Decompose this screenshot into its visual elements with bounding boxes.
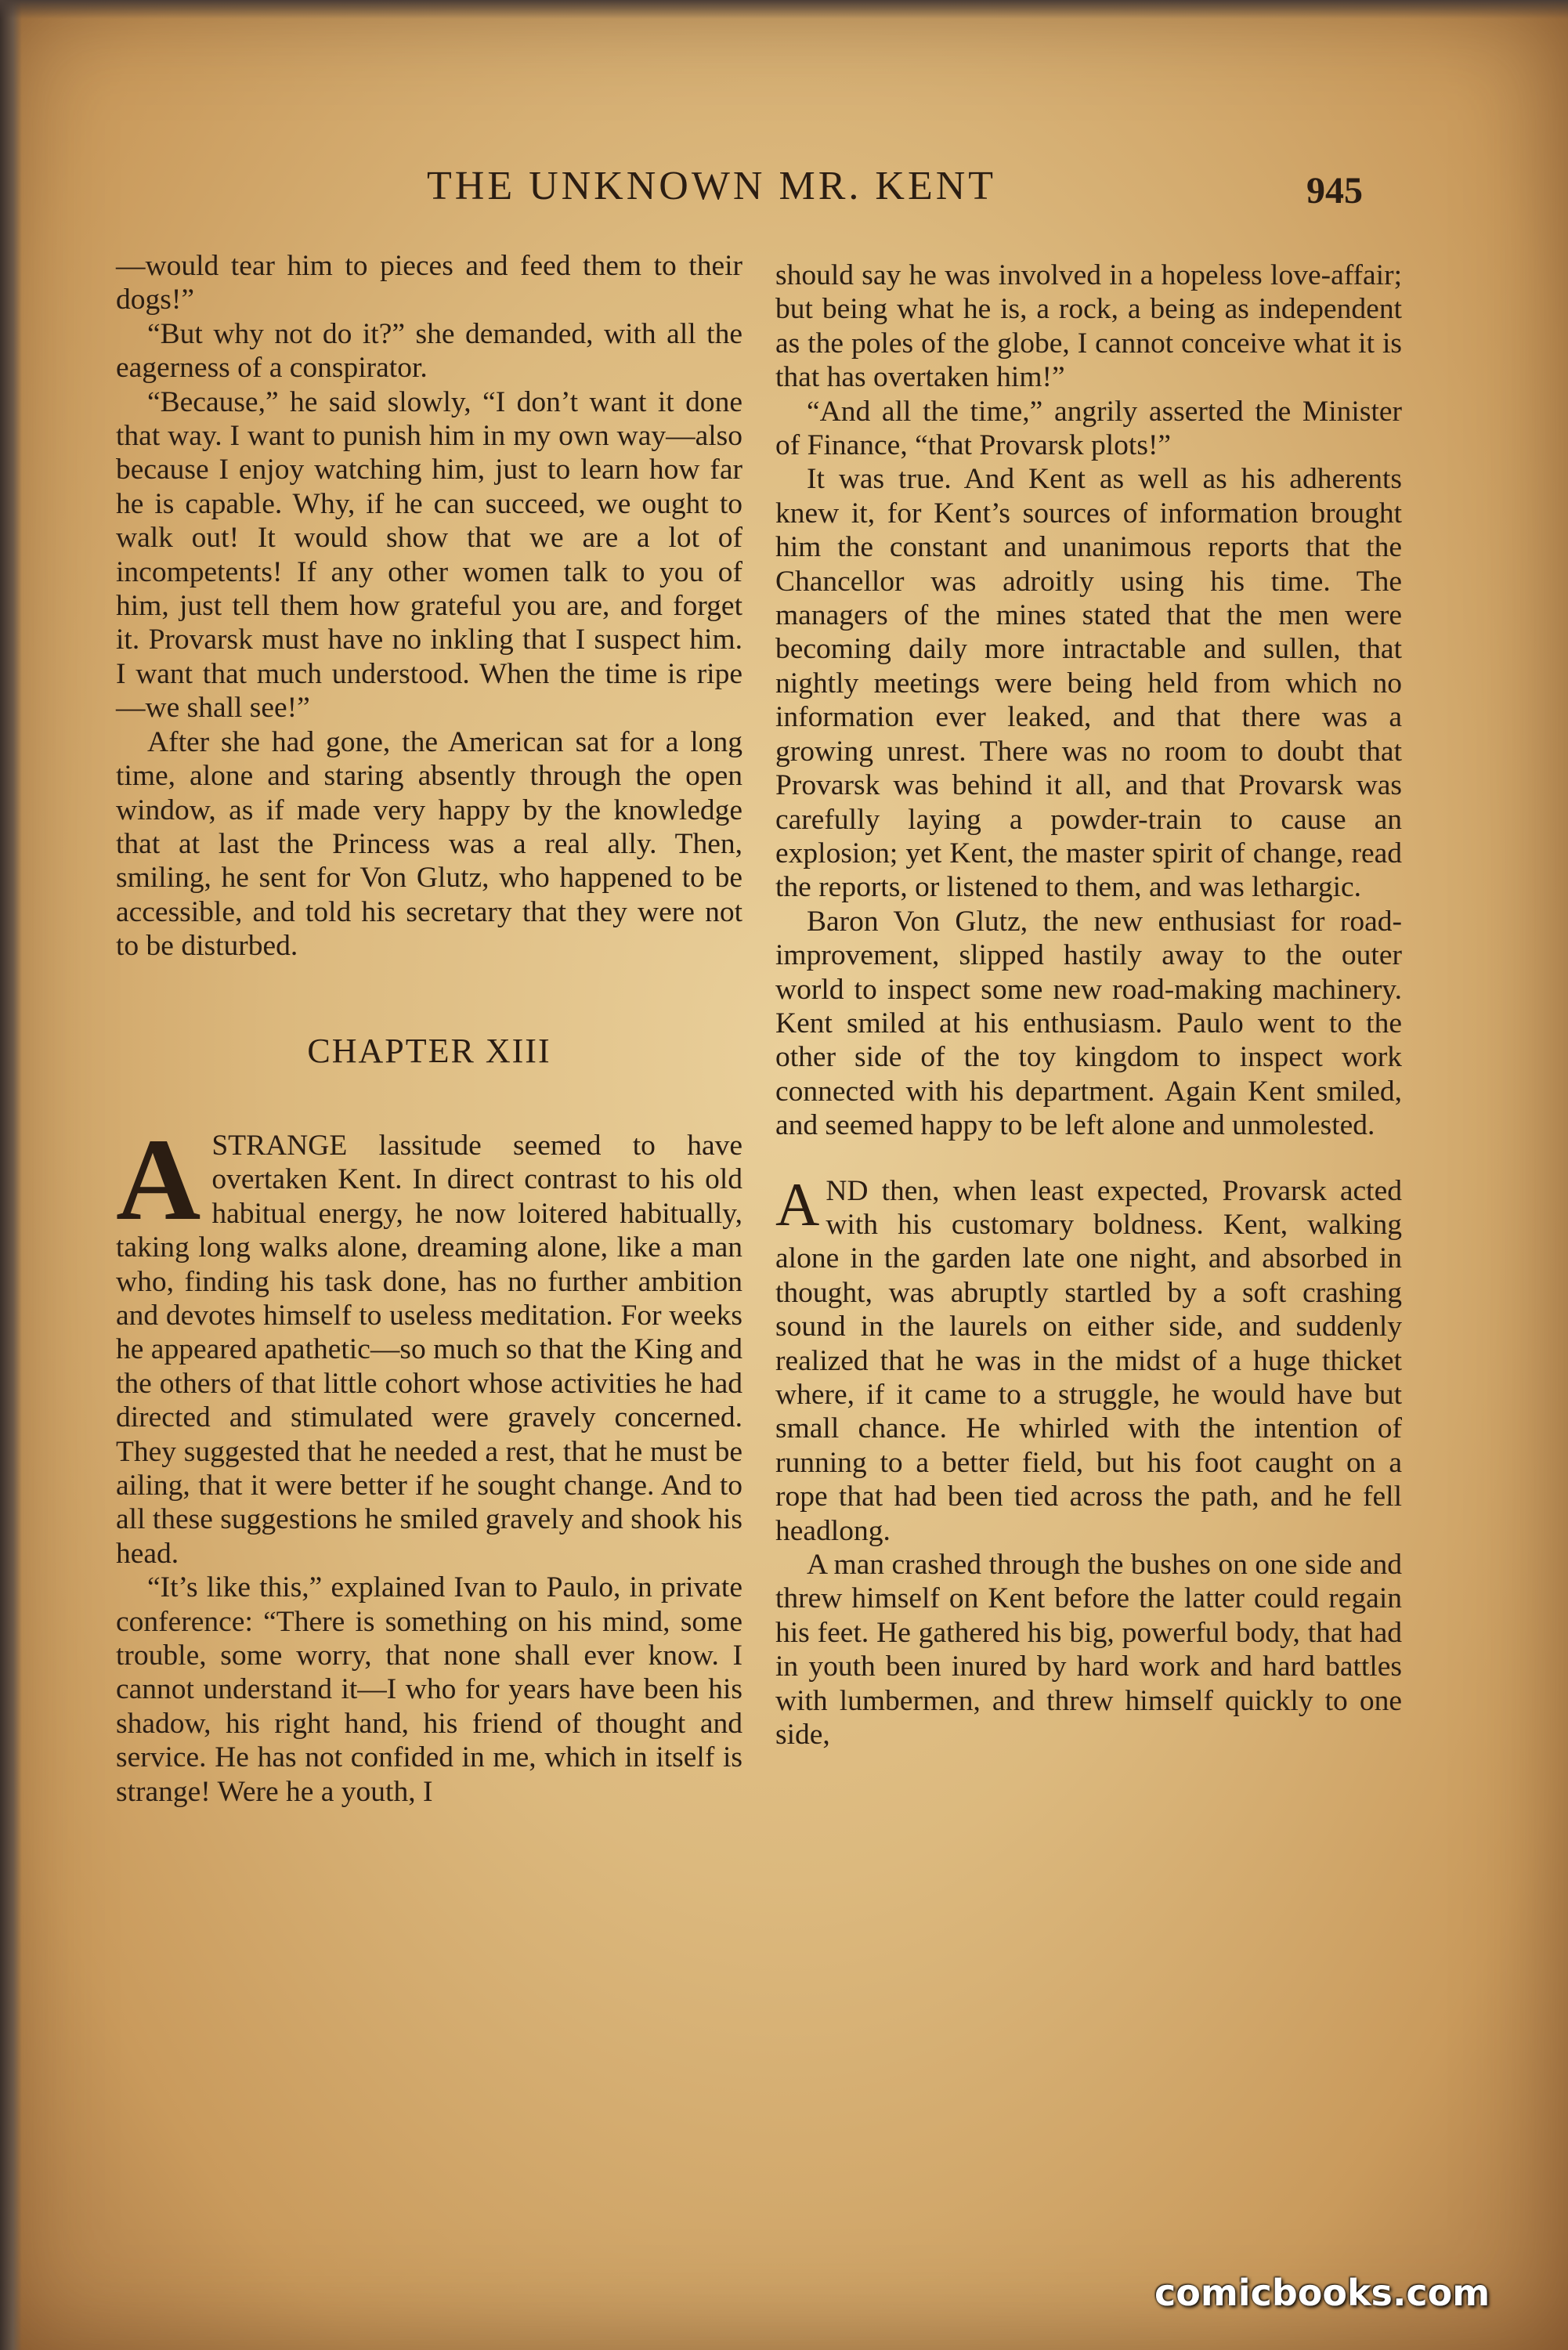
left-column xyxy=(116,249,742,1809)
paragraph: “Because,” he said slowly, “I don’t want it done that way. I want to punish him in my own way—also because I enjoy watching him, just to learn how far he is capable. Why, if he can succeed, we ought to walk out! It would show that we are a lot of incompetents! If any other women talk to you of him, just tell them how grateful you are, and forget it. Provarsk must have no inkling that I suspect him. I want that much understood. When the time is ripe—we shall see!” xyxy=(116,385,742,725)
paragraph: should say he was involved in a hopeless love-affair; but being what he is, a rock, a being as independent as the poles of the globe, I cannot conceive what it is that has overtaken him!” xyxy=(775,259,1402,394)
paragraph: After she had gone, the American sat for a long time, alone and staring absently through the open window, as if made very happy by the knowledge that at last the Princess was a real ally. Then, smiling, he sent for Von Glutz, who happened to be accessible, and told his secretary that they were not to be disturbed. xyxy=(116,725,742,963)
right-column xyxy=(775,258,1402,1752)
paragraph: “It’s like this,” explained Ivan to Paulo, in private conference: “There is something on his mind, some trouble, some worry, that none shall ever know. I cannot understand it—I who for years have been his shadow, his right hand, his friend of thought and service. He has not confided in me, which in itself is strange! Were he a youth, I xyxy=(116,1571,742,1808)
drop-cap: A xyxy=(116,1114,201,1245)
paragraph: “And all the time,” angrily asserted the Minister of Finance, “that Provarsk plots!” xyxy=(775,395,1402,462)
paragraph: It was true. And Kent as well as his adherents knew it, for Kent’s sources of information brought him the constant and unanimous reports that the Chancellor was adroitly using his time. The managers of the mines stated that the men were becoming daily more intractable and sullen, that nightly meetings were being held from which no information ever leaked, and that there was a growing unrest. There was no room to doubt that Provarsk was behind it all, and that Provarsk was carefully laying a powder-train to cause an explosion; yet Kent, the master spirit of change, read the reports, or listened to them, and was lethargic. xyxy=(775,463,1402,904)
page-number: 945 xyxy=(1306,170,1363,212)
running-title: THE UNKNOWN MR. KENT xyxy=(427,164,997,208)
paragraph: “But why not do it?” she demanded, with all the eagerness of a conspirator. xyxy=(116,317,742,385)
top-edge xyxy=(0,0,1568,19)
paragraph: A man crashed through the bushes on one side and threw himself on Kent before the latter could regain his feet. He gathered his big, powerful body, that had in youth been inured by hard work and hard battles with lumbermen, and threw himself quickly to one side, xyxy=(775,1549,1402,1752)
chapter-heading: CHAPTER XIII xyxy=(307,1031,551,1070)
site-watermark: comicbooks.com xyxy=(1154,2272,1490,2314)
drop-cap: A xyxy=(775,1170,820,1238)
paragraph: Baron Von Glutz, the new enthusiast for road-improvement, slipped hastily away to the outer world to inspect some new road-making machinery. Kent smiled at his enthusiasm. Paulo went to the other side of the toy kingdom to inspect work connected with his department. Again Kent smiled, and seemed happy to be left alone and unmolested. xyxy=(775,905,1402,1142)
section-break xyxy=(775,1143,1402,1174)
section-opening-paragraph xyxy=(775,1170,1402,1548)
chapter-opening-paragraph xyxy=(116,1114,742,1571)
page-header xyxy=(0,163,1568,226)
section-opening-text: ND then, when least expected, Provarsk acted with his customary boldness. Kent, walking alone in the garden late one night, and absorbed in thought, was abruptly startled by a soft crashing sound in the laurels on either side, and suddenly realized that he was in the midst of a huge thicket where, if it came to a struggle, he would have but small chance. He whirled with the intention of running to a better field, but his foot caught on a rope that had been tied across the path, and he fell headlong. xyxy=(775,1174,1402,1547)
paragraph: —would tear him to pieces and feed them to their dogs!” xyxy=(116,250,742,316)
chapter-opening-text: STRANGE lassitude seemed to have overtaken Kent. In direct contrast to his old habitual energy, he now loitered habitually, taking long walks alone, dreaming alone, like a man who, finding his task done, has no further ambition and devotes himself to useless meditation. For weeks he appeared apathetic—so much so that the King and the others of that little cohort whose activities he had directed and stimulated were gravely concerned. They suggested that he needed a rest, that he must be ailing, that it were better if he sought change. And to all these suggestions he smiled gravely and shook his head. xyxy=(116,1129,742,1570)
binding-edge xyxy=(0,0,22,2350)
